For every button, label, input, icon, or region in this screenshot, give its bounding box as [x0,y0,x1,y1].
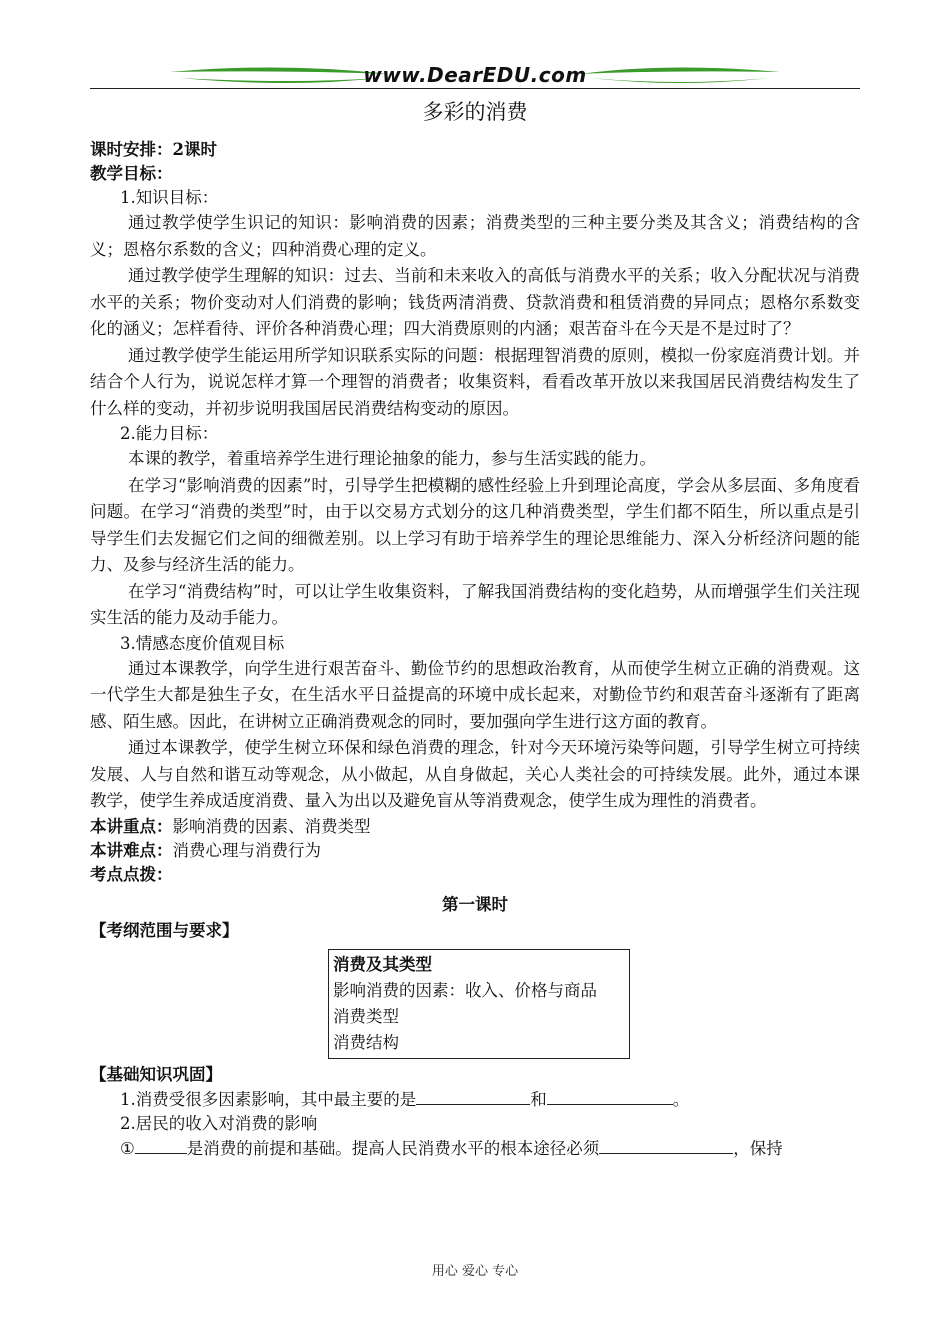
emotion-paragraph-1: 通过本课教学，向学生进行艰苦奋斗、勤俭节约的思想政治教育，从而使学生树立正确的消费观。这一代学生大都是独生子女，在生活水平日益提高的环境中成长起来，对勤俭节约和艰苦奋斗逐渐有了距离感、陌生感。因此，在讲树立正确消费观念的同时，要加强向学生进行这方面的教育。 [90,658,860,731]
header-rule [90,88,860,89]
exam-points-heading: 考点点拨： [90,864,173,884]
knowledge-heading: 1.知识目标： [120,188,219,207]
ability-heading: 2.能力目标： [120,424,219,443]
answer-blank[interactable] [135,1136,187,1154]
emotion-heading: 3.情感态度价值观目标 [120,633,285,653]
knowledge-paragraph-2: 通过教学使学生理解的知识：过去、当前和未来收入的高低与消费水平的关系；收入分配状况与消费水平的关系；物价变动对人们消费的影响；钱货两清消费、贷款消费和租赁消费的异同点；恩格尔系数变化的涵义；怎样看待、评价各种消费心理；四大消费原则的内涵；艰苦奋斗在今天是不是过时了？ [90,266,860,338]
scope-heading: 【考纲范围与要求】 [90,920,239,940]
key-points-line [90,815,860,839]
ability-paragraph-1: 本课的教学，着重培养学生进行理论抽象的能力，参与生活实践的能力。 [128,449,656,468]
lesson-one-heading: 第一课时 [442,894,508,914]
ability-paragraph-3: 在学习“消费结构”时，可以让学生收集资料，了解我国消费结构的变化趋势，从而增强学生们关注现实生活的能力及动手能力。 [90,581,860,627]
emotion-paragraph-2: 通过本课教学，使学生树立环保和绿色消费的理念，针对今天环境污染等问题，引导学生树立可持续发展、人与自然和谐互动等观念，从小做起，从自身做起，关心人类社会的可持续发展。此外，通过本课教学，使学生养成适度消费、量入为出以及避免盲从等消费观念，使学生成为理性的消费者。 [90,738,860,810]
answer-blank[interactable] [416,1087,530,1105]
scope-box-line: 消费结构 [333,1032,399,1052]
scope-box-title: 消费及其类型 [333,954,432,974]
schedule-line: 课时安排：2课时 [90,140,217,159]
question-3: ① 是消费的前提和基础。提高人民消费水平的根本途径必须 ，保持 [90,1136,860,1161]
document-body [90,96,860,1161]
page-title: 多彩的消费 [422,100,528,124]
ability-paragraph-2: 在学习“影响消费的因素”时，引导学生把模糊的感性经验上升到理论高度，学会从多层面、多角度看问题。在学习“消费的类型”时，由于以交易方式划分的这几种消费类型，学生们都不陌生，所以重点是引导学生们去发掘它们之间的细微差别。以上学习有助于培养学生的理论思维能力、深入分析经济问题的能力、及参与经济生活的能力。 [90,475,860,574]
goals-heading: 教学目标： [90,164,173,183]
scope-box [328,949,630,1059]
answer-blank[interactable] [547,1087,673,1105]
answer-blank[interactable] [599,1136,733,1154]
basic-knowledge-heading: 【基础知识巩固】 [90,1064,222,1084]
knowledge-paragraph-3: 通过教学使学生能运用所学知识联系实际的问题：根据理智消费的原则，模拟一份家庭消费计划。并结合个人行为，说说怎样才算一个理智的消费者；收集资料，看看改革开放以来我国居民消费结构发生了什么样的变动，并初步说明我国居民消费结构变动的原因。 [90,345,860,418]
question-1: 1.消费受很多因素影响，其中最主要的是 和 。 [90,1087,860,1112]
knowledge-paragraph-1: 通过教学使学生识记的知识：影响消费的因素；消费类型的三种主要分类及其含义；消费结构的含义；恩格尔系数的含义；四种消费心理的定义。 [90,213,860,259]
key-points-text: 影响消费的因素、消费类型 [172,816,371,836]
difficulty-label: 本讲难点： [90,840,173,860]
scope-box-line: 影响消费的因素：收入、价格与商品 [333,980,597,1000]
scope-box-line: 消费类型 [333,1006,399,1026]
difficulty-text: 消费心理与消费行为 [172,840,321,860]
key-points-label: 本讲重点： [90,816,173,836]
site-logo: www.DearEDU.com [363,63,587,87]
difficulty-line [90,839,860,863]
page-footer: 用心 爱心 专心 [431,1264,519,1279]
question-2: 2.居民的收入对消费的影响 [120,1113,318,1133]
